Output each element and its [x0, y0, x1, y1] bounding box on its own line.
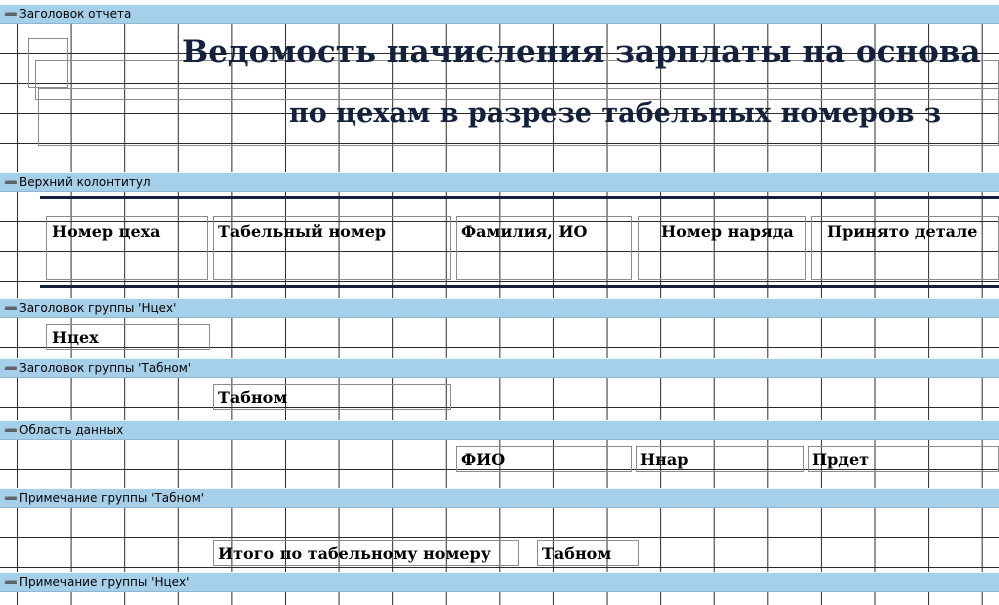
section-bar-report-header[interactable] [0, 4, 999, 24]
section-bar-group-footer-tabnom[interactable] [0, 488, 999, 508]
report-title-line1[interactable]: Ведомость начисления зарплаты на основа [182, 34, 981, 70]
nnar-field[interactable]: Ннар [640, 450, 689, 469]
col-order-header[interactable]: Номер наряда [661, 222, 794, 241]
section-marker-icon: ➖ [4, 492, 18, 505]
section-bar-group-footer-nceh[interactable] [0, 572, 999, 592]
group-header-tabnom-section[interactable] [0, 378, 999, 420]
section-label: Область данных [19, 423, 124, 437]
section-label: Примечание группы 'Нцех' [19, 575, 190, 589]
report-header-section[interactable] [0, 24, 999, 172]
section-label: Заголовок отчета [19, 7, 132, 21]
section-marker-icon: ➖ [4, 362, 18, 375]
col-workshop-header[interactable]: Номер цеха [52, 222, 161, 241]
col-accepted-header[interactable]: Принято детале [827, 222, 978, 241]
col-tab-number-header[interactable]: Табельный номер [218, 222, 387, 241]
section-label: Верхний колонтитул [19, 175, 151, 189]
report-title-line2[interactable]: по цехам в разрезе табельных номеров з [289, 98, 942, 129]
section-bar-detail[interactable] [0, 420, 999, 440]
section-label: Заголовок группы 'Табном' [19, 361, 192, 375]
section-bar-group-header-tabnom[interactable] [0, 358, 999, 378]
section-marker-icon: ➖ [4, 302, 18, 315]
prdet-field[interactable]: Прдет [812, 450, 870, 469]
group-header-nceh-section[interactable] [0, 318, 999, 358]
fio-field[interactable]: ФИО [461, 450, 506, 469]
footer-tabnom-field[interactable]: Табном [542, 544, 612, 563]
tabnom-field[interactable]: Табном [218, 388, 288, 407]
group-footer-tabnom-section[interactable] [0, 508, 999, 572]
top-rule-line[interactable] [40, 196, 999, 199]
col-name-header[interactable]: Фамилия, ИО [461, 222, 588, 241]
section-marker-icon: ➖ [4, 424, 18, 437]
page-header-section[interactable] [0, 192, 999, 298]
section-marker-icon: ➖ [4, 576, 18, 589]
total-by-tab-number-label[interactable]: Итого по табельному номеру [218, 544, 491, 563]
section-bar-group-header-nceh[interactable] [0, 298, 999, 318]
detail-section[interactable] [0, 440, 999, 488]
section-bar-page-header[interactable] [0, 172, 999, 192]
section-marker-icon: ➖ [4, 8, 18, 21]
bottom-rule-line[interactable] [40, 285, 999, 288]
section-label: Примечание группы 'Табном' [19, 491, 205, 505]
group-footer-nceh-section[interactable] [0, 592, 999, 605]
section-label: Заголовок группы 'Нцех' [19, 301, 177, 315]
section-marker-icon: ➖ [4, 176, 18, 189]
nceh-field[interactable]: Нцех [52, 328, 99, 347]
